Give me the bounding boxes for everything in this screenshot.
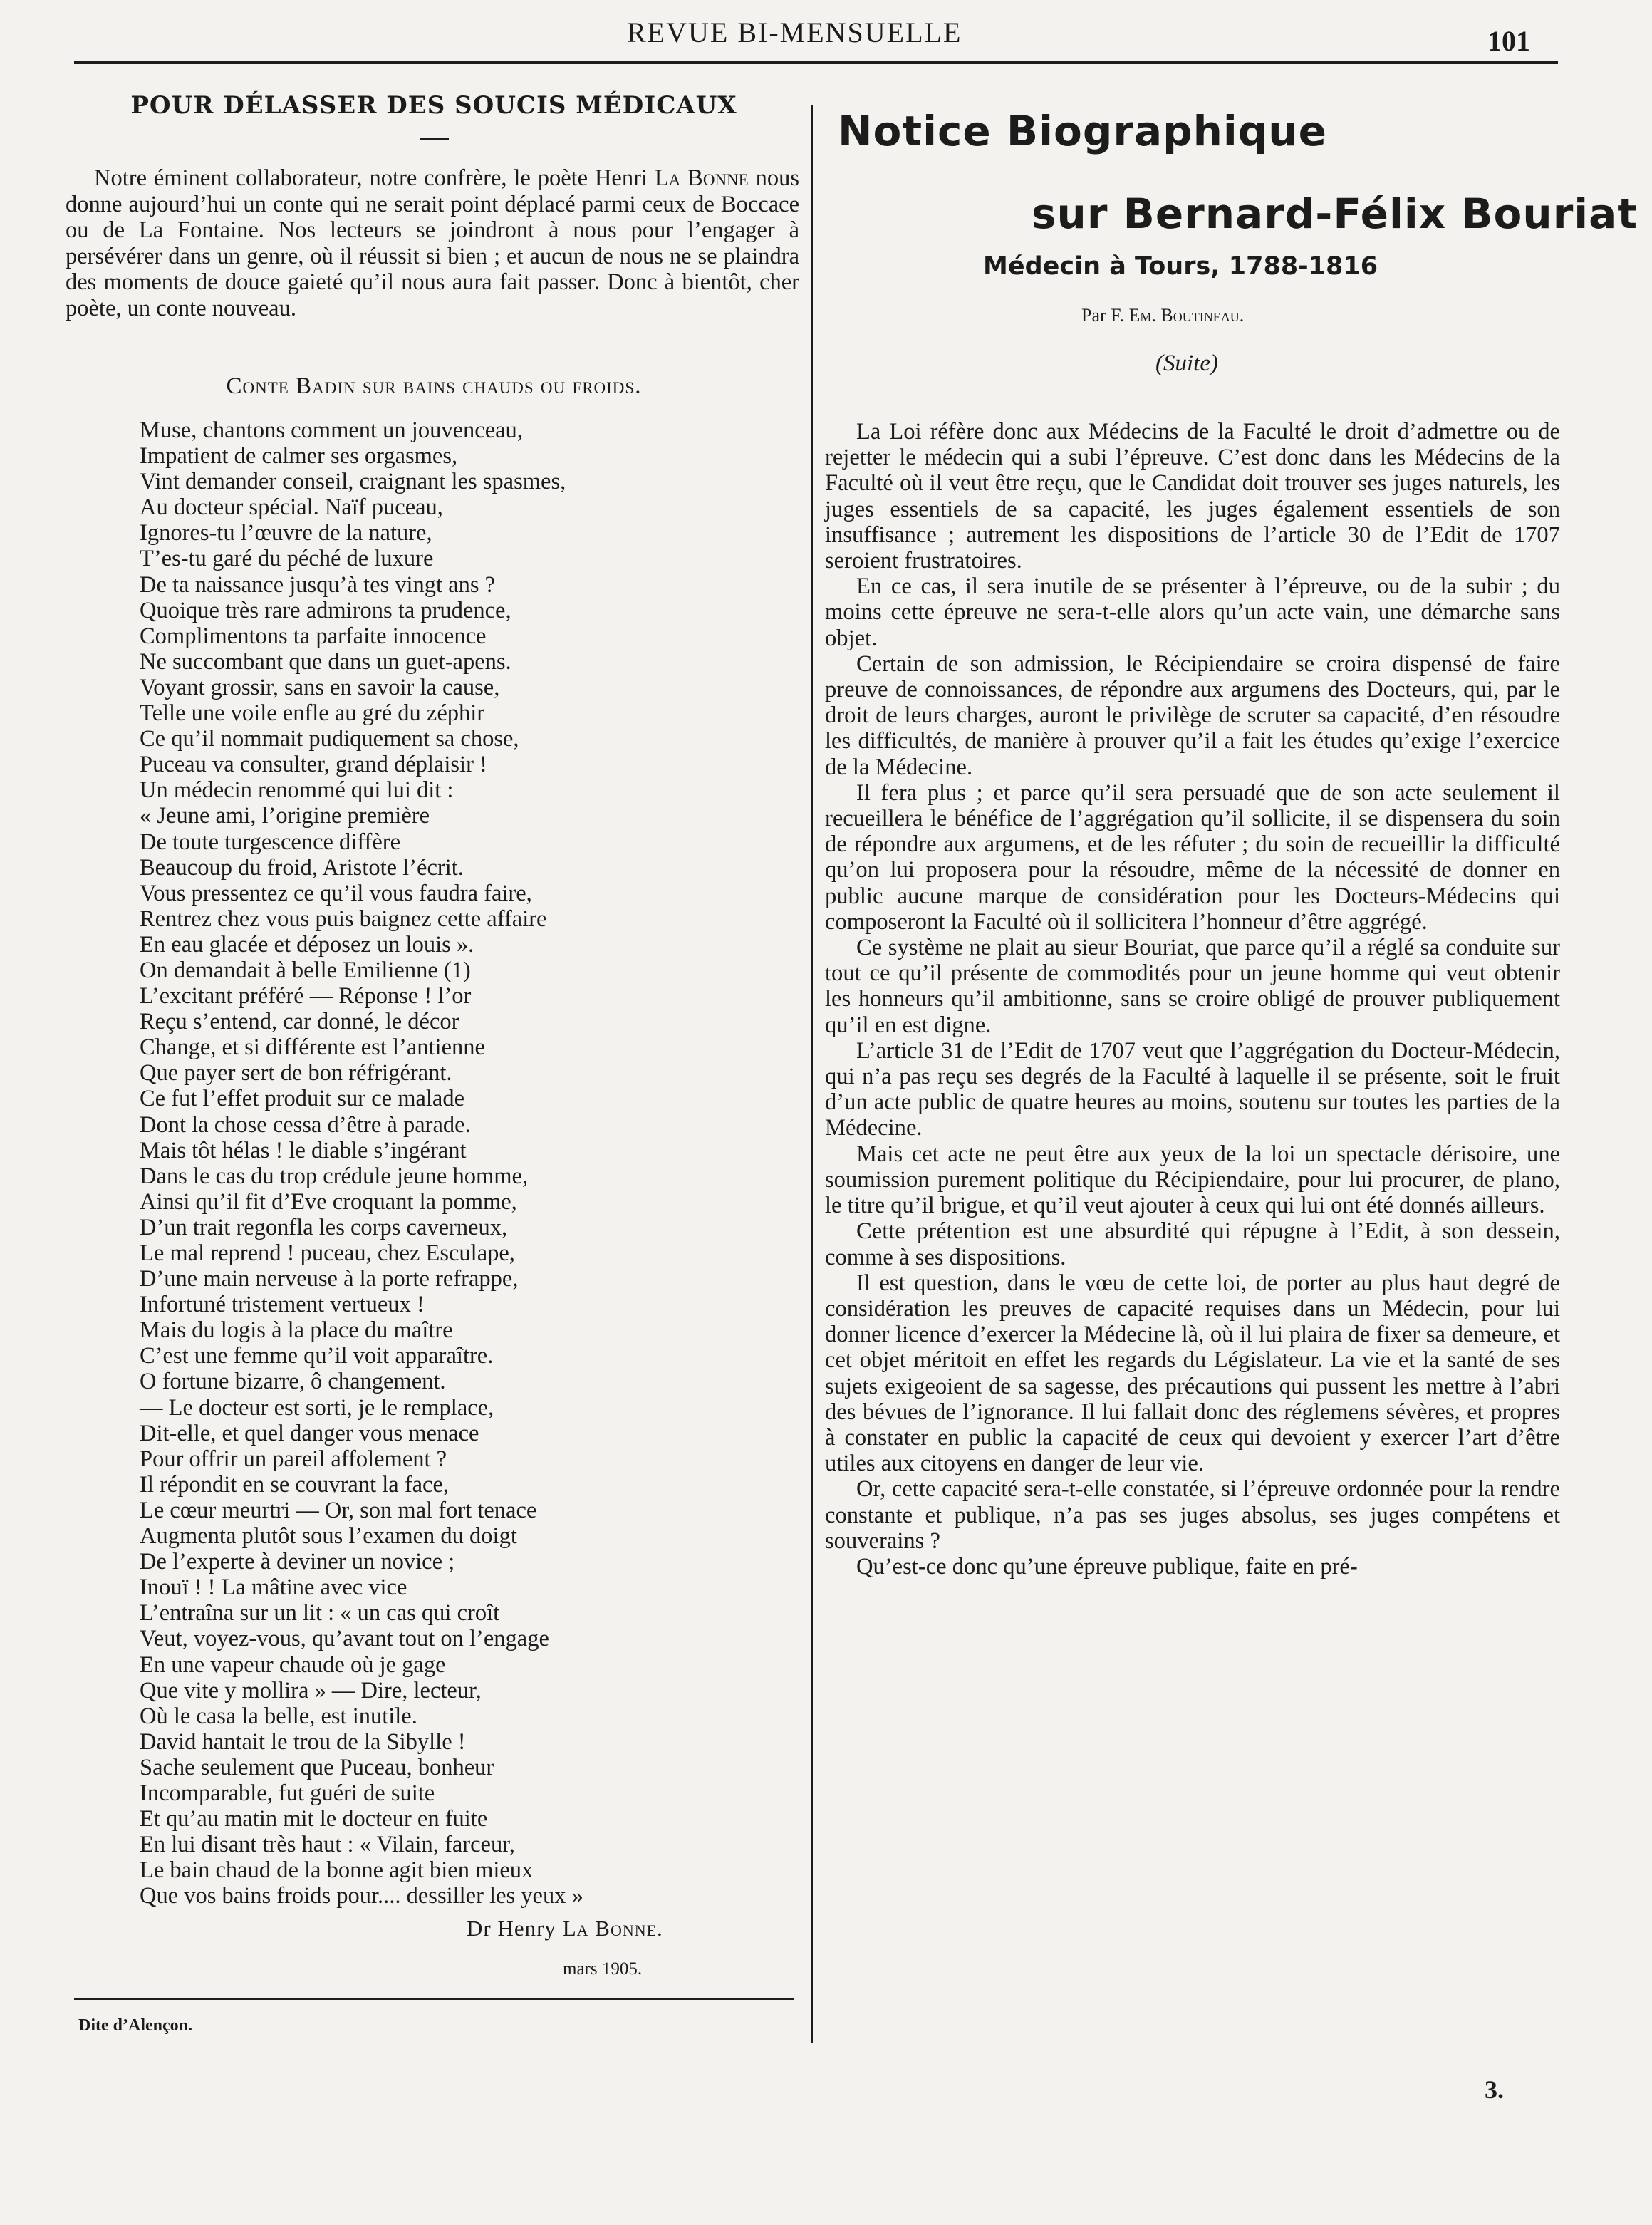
poem-line: En eau glacée et déposez un louis ». [140, 931, 474, 958]
article-body [825, 419, 1560, 1580]
poem-line: De toute turgescence diffère [140, 829, 401, 855]
article-paragraph: Ce système ne plait au sieur Bouriat, que parce qu’il a réglé sa conduite sur tout ce qu’il présente de commodités pour un jeune homme qui veut obtenir les honneurs qu’il ambitionne, sans se croire obligé de prouver publiquement qu’il en est digne. [825, 935, 1560, 1038]
poem-line: Le bain chaud de la bonne agit bien mieux [140, 1857, 534, 1884]
poem-line: Ne succombant que dans un guet-apens. [140, 648, 511, 675]
poem-line: Mais du logis à la place du maître [140, 1317, 453, 1344]
poem [140, 417, 781, 1909]
page-number: 101 [1487, 25, 1530, 57]
poem-line: Telle une voile enfle au gré du zéphir [140, 700, 485, 727]
intro-text-2: nous donne aujourd’hui un conte qui ne serait point déplacé parmi ceux de Boccace ou de La Fontaine. Nos lecteurs se joindront à nous pour l’engager à persévérer dans un genre, où il réussit si bien ; et aucun de nous ne se plaindra des moments de douce gaieté qu’il nous aura fait passer. Donc à bientôt, cher poète, un conte nouveau. [66, 165, 799, 321]
intro-paragraph [66, 165, 799, 321]
poem-title: Conte Badin sur bains chauds ou froids. [226, 373, 642, 399]
poem-line: Voyant grossir, sans en savoir la cause, [140, 674, 500, 700]
article-paragraph: Il fera plus ; et parce qu’il sera persuadé que de son acte seulement il recueillera le bénéfice de l’aggrégation qu’il sollicite, il se dispensera du soin de répondre aux argumens, et de les réfuter ; du soin de recueillir la difficulté qu’on lui proposera pour la résoudre, même de la nécessité de donner en public aucune marque de considération pour les Docteurs-Médecins qui composeront la Faculté où il sollicitera l’honneur d’être aggrégé. [825, 779, 1560, 935]
title-dash [420, 138, 449, 140]
signature-date: mars 1905. [563, 1959, 643, 1978]
poem-line: Sache seulement que Puceau, bonheur [140, 1754, 494, 1780]
poem-line: Que vite y mollira » — Dire, lecteur, [140, 1677, 482, 1703]
poem-line: Il répondit en se couvrant la face, [140, 1471, 450, 1498]
poem-line: Beaucoup du froid, Aristote l’écrit. [140, 854, 464, 881]
poem-line: Au docteur spécial. Naïf puceau, [140, 494, 443, 521]
poem-line: Infortuné tristement vertueux ! [140, 1292, 425, 1318]
poem-line: Mais tôt hélas ! le diable s’ingérant [140, 1137, 467, 1163]
poem-line: Pour offrir un pareil affolement ? [140, 1446, 447, 1472]
poem-line: C’est une femme qu’il voit apparaître. [140, 1343, 494, 1369]
poem-line: Change, et si différente est l’antienne [140, 1034, 485, 1061]
poem-line: David hantait le trou de la Sibylle ! [140, 1728, 466, 1755]
poem-line: Ce qu’il nommait pudiquement sa chose, [140, 726, 519, 752]
poem-line: Que payer sert de bon réfrigérant. [140, 1060, 452, 1086]
poem-line: De ta naissance jusqu’à tes vingt ans ? [140, 571, 496, 598]
poem-line: De l’experte à deviner un novice ; [140, 1549, 455, 1575]
poem-line: Dont la chose cessa d’être à parade. [140, 1111, 471, 1138]
running-head: REVUE BI-MENSUELLE [627, 16, 962, 48]
article-paragraph: En ce cas, il sera inutile de se présenter à l’épreuve, ou de la subir ; du moins cette épreuve ne sera-t-elle alors qu’un acte vain, une démarche sans objet. [825, 574, 1560, 651]
poem-line: Où le casa la belle, est inutile. [140, 1703, 417, 1729]
poem-line: D’une main nerveuse à la porte refrappe, [140, 1266, 519, 1292]
poem-line: Ainsi qu’il fit d’Eve croquant la pomme, [140, 1188, 517, 1215]
article-paragraph: Certain de son admission, le Récipiendaire se croira dispensé de faire preuve de connoissances, de répondre aux argumens des Docteurs, qui, par le droit de leurs charges, auront le privilège de scruter sa capacité, d’en résoudre les difficultés, de manière à prouver qu’il a fait les études qu’exige l’exercice de la Médecine. [825, 650, 1560, 780]
right-article-title-line2: sur Bernard-Félix Bouriat [1032, 190, 1638, 238]
poem-line: Rentrez chez vous puis baignez cette affaire [140, 906, 547, 932]
header-rule [74, 61, 1558, 64]
poem-line: Inouï ! ! La mâtine avec vice [140, 1575, 407, 1601]
signature-prefix: Dr Henry [467, 1916, 563, 1941]
intro-author-name: La Bonne [654, 165, 749, 191]
poem-line: Que vos bains froids pour.... dessiller les yeux » [140, 1883, 583, 1909]
poem-line: — Le docteur est sorti, je le remplace, [140, 1394, 494, 1421]
poem-line: Dans le cas du trop crédule jeune homme, [140, 1163, 529, 1189]
poem-line: Complimentons ta parfaite innocence [140, 623, 487, 649]
poem-line: L’excitant préféré — Réponse ! l’or [140, 983, 472, 1010]
poem-line: Augmenta plutôt sous l’examen du doigt [140, 1523, 517, 1550]
footnote: Dite d’Alençon. [78, 2016, 192, 2035]
signature-name: La Bonne. [562, 1916, 663, 1941]
left-article-title: POUR DÉLASSER DES SOUCIS MÉDICAUX [130, 91, 737, 120]
signature-number: 3. [1485, 2075, 1504, 2104]
byline [1081, 305, 1244, 326]
poem-line: En lui disant très haut : « Vilain, farceur, [140, 1832, 515, 1858]
poem-line: Veut, voyez-vous, qu’avant tout on l’engage [140, 1626, 549, 1652]
poem-line: T’es-tu garé du péché de luxure [140, 546, 434, 572]
poem-line: Vous pressentez ce qu’il vous faudra faire, [140, 880, 532, 906]
poem-line: Dit-elle, et quel danger vous menace [140, 1420, 479, 1446]
poem-line: O fortune bizarre, ô changement. [140, 1369, 446, 1395]
poem-line: Et qu’au matin mit le docteur en fuite [140, 1806, 488, 1832]
poem-line: Un médecin renommé qui lui dit : [140, 777, 454, 804]
article-paragraph: Or, cette capacité sera-t-elle constatée, si l’épreuve ordonnée pour la rendre constante et publique, n’a pas ses juges absolus, ses juges compétens et souverains ? [825, 1476, 1560, 1554]
poem-line: Puceau va consulter, grand déplaisir ! [140, 752, 487, 778]
article-paragraph: Il est question, dans le vœu de cette loi, de porter au plus haut degré de considération les preuves de capacité requises dans un Médecin, pour lui donner licence d’exercer la Médecine là, où il lui plaira de fixer sa demeure, et cet objet méritoit en effet les regards du Législateur. La vie et la santé de ses sujets exigeoient de sa sagesse, des précautions qui pussent les mettre à l’abri des bévues de l’ignorance. Il lui fallait donc des réglemens sévères, et propres à constater en public la capacité de ceux qui devoient y exercer l’art d’être utiles aux citoyens en danger de leur vie. [825, 1270, 1560, 1477]
poem-line: Incomparable, fut guéri de suite [140, 1780, 435, 1806]
poem-line: Le cœur meurtri — Or, son mal fort tenace [140, 1497, 537, 1523]
poem-line: Le mal reprend ! puceau, chez Esculape, [140, 1240, 515, 1266]
article-paragraph: Qu’est-ce donc qu’une épreuve publique, faite en pré- [856, 1553, 1358, 1580]
article-paragraph: L’article 31 de l’Edit de 1707 veut que l’aggrégation du Docteur-Médecin, qui n’a pas reçu ses degrés de la Faculté à laquelle il se présente, soit le fruit d’un acte public de quatre heures au moins, soutenu sur toutes les parties de la Médecine. [825, 1037, 1560, 1141]
byline-name: Em. Boutineau. [1128, 305, 1245, 326]
continued-label: (Suite) [1155, 351, 1218, 376]
right-article-subtitle: Médecin à Tours, 1788-1816 [983, 252, 1378, 281]
poem-line: Muse, chantons comment un jouvenceau, [140, 417, 523, 443]
column-divider [811, 105, 813, 2043]
poem-line: Impatient de calmer ses orgasmes, [140, 443, 458, 470]
poem-line: Ignores-tu l’œuvre de la nature, [140, 520, 432, 546]
intro-text-1: Notre éminent collaborateur, notre confrère, le poète Henri [94, 165, 655, 191]
byline-prefix: Par F. [1081, 305, 1129, 326]
poem-line: L’entraîna sur un lit : « un cas qui croît [140, 1600, 500, 1627]
poem-line: « Jeune ami, l’origine première [140, 803, 430, 829]
poem-line: Quoique très rare admirons ta prudence, [140, 597, 511, 623]
poem-line: D’un trait regonfla les corps caverneux, [140, 1214, 508, 1240]
poem-signature [467, 1916, 663, 1941]
poem-line: Ce fut l’effet produit sur ce malade [140, 1086, 465, 1112]
right-article-title-line1: Notice Biographique [838, 107, 1327, 155]
poem-line: En une vapeur chaude où je gage [140, 1651, 446, 1678]
poem-line: Vint demander conseil, craignant les spasmes, [140, 469, 566, 495]
article-paragraph: Mais cet acte ne peut être aux yeux de la loi un spectacle dérisoire, une soumission purement politique du Récipiendaire, pour lui procurer, de plano, le titre qu’il brigue, et qu’il veut ajouter à ceux qui lui ont été donnés ailleurs. [825, 1141, 1560, 1219]
poem-line: Reçu s’entend, car donné, le décor [140, 1009, 459, 1035]
footnote-rule [74, 1998, 794, 2000]
article-paragraph: Cette prétention est une absurdité qui répugne à l’Edit, à son dessein, comme à ses dispositions. [825, 1218, 1560, 1270]
article-paragraph: La Loi réfère donc aux Médecins de la Faculté le droit d’admettre ou de rejetter le médecin qui a subi l’épreuve. C’est donc dans les Médecins de la Faculté où il veut être reçu, que le Candidat doit trouver ses juges naturels, les juges essentiels de sa capacité, les juges également essentiels de son insuffisance ; autrement les dispositions de l’article 30 de l’Edit de 1707 seroient frustratoires. [825, 419, 1560, 574]
poem-line: On demandait à belle Emilienne (1) [140, 957, 471, 983]
